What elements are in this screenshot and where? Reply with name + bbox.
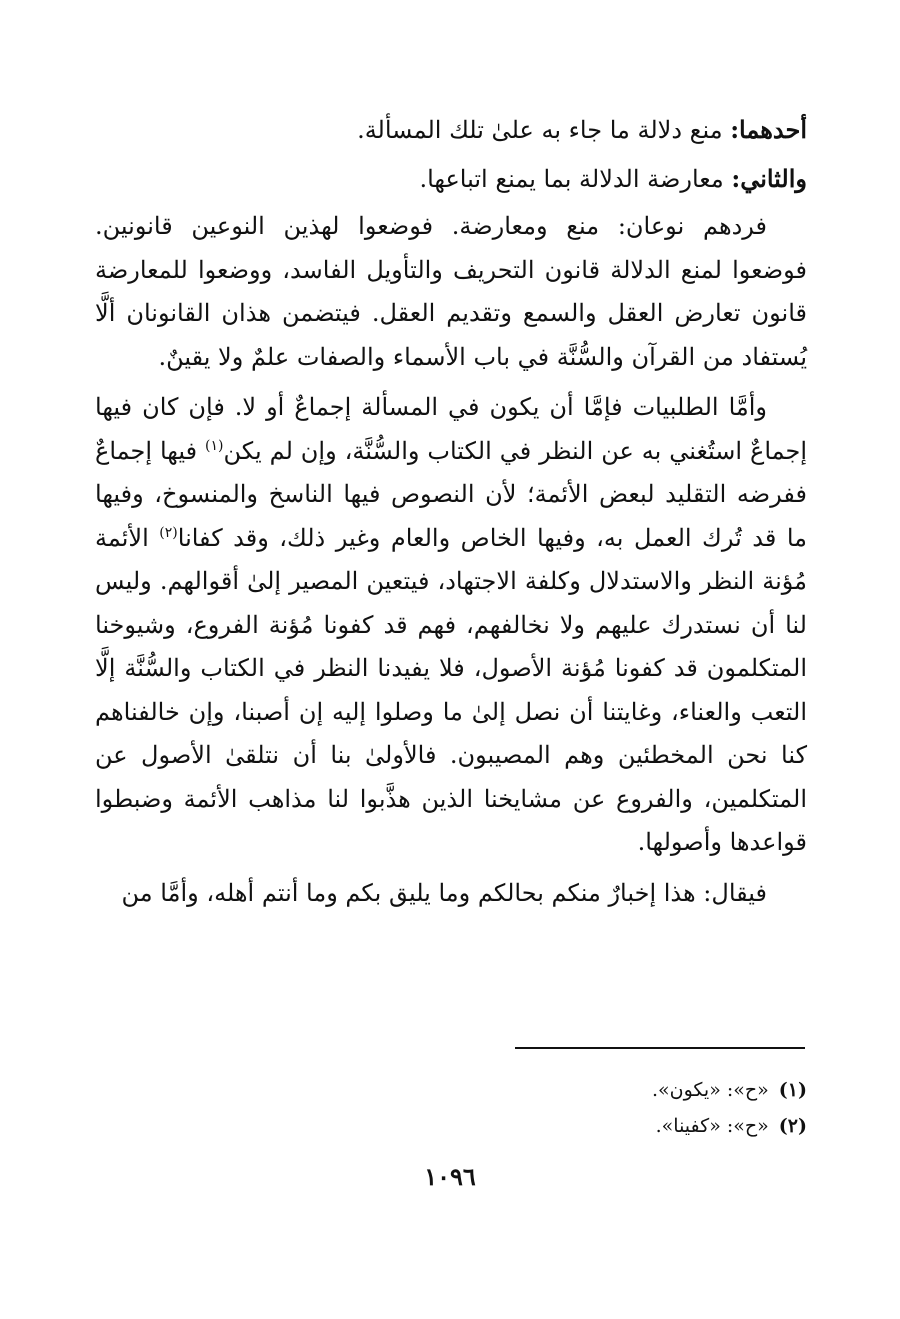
page-number: ١٠٩٦ xyxy=(424,1162,476,1191)
page-body xyxy=(95,108,807,922)
footnote-divider xyxy=(515,1047,805,1049)
footnote-marker-2[interactable]: (٢) xyxy=(159,524,178,541)
footnote-2-number: (٢) xyxy=(778,1115,807,1137)
paragraph-second xyxy=(95,157,807,202)
paragraph-first-lead: أحدهما: xyxy=(730,115,807,144)
paragraph-second-text: معارضة الدلالة بما يمنع اتباعها. xyxy=(419,164,732,193)
footnote-2-text: «ح»: «كفينا». xyxy=(655,1115,769,1137)
footnote-1-text: «ح»: «يكون». xyxy=(651,1079,769,1101)
paragraph-talabiyat-part2: فيها إجماعٌ ففرضه التقليد لبعض الأئمة؛ لأن النصوص فيها الناسخ والمنسوخ، وفيها ما قد تُرك العمل به، وفيها الخاص والعام وغير ذلك، وقد كفانا xyxy=(95,436,807,552)
paragraph-talabiyat xyxy=(95,386,807,865)
footnote-marker-1[interactable]: (١) xyxy=(204,437,224,454)
paragraph-reply xyxy=(95,872,807,916)
paragraph-talabiyat-part1: وأمَّا الطلبيات فإمَّا أن يكون في المسألة إجماعٌ أو لا. فإن كان فيها إجماعٌ استُغني به عن النظر في الكتاب والسُّنَّة، وإن لم يكن xyxy=(95,393,808,465)
paragraph-reply-text: فيقال: هذا إخبارٌ منكم بحالكم وما يليق بكم وما أنتم أهله، وأمَّا من xyxy=(121,878,767,907)
footnote-1-number: (١) xyxy=(778,1079,807,1101)
paragraph-talabiyat-part3: الأئمة مُؤنة النظر والاستدلال وكلفة الاجتهاد، فيتعين المصير إلىٰ أقوالهم. وليس لنا أن نستدرك عليهم ولا نخالفهم، فهم قد كفونا مُؤنة الفروع، وشيوخنا المتكلمون قد كفونا مُؤنة الأصول، فلا يفيدنا النظر في الكتاب والسُّنَّة إلَّا التعب والعناء، وغايتنا أن نصل إلىٰ ما وصلوا إليه إن أصبنا، وإن خالفناهم كنا نحن المخطئين وهم المصيبون. فالأولىٰ بنا أن نتلقىٰ الأصول عن المتكلمين، والفروع عن مشايخنا الذين هذَّبوا لنا مذاهب الأئمة وضبطوا قواعدها وأصولها. xyxy=(95,523,807,856)
paragraph-two-types-text: فردهم نوعان: منع ومعارضة. فوضعوا لهذين النوعين قانونين. فوضعوا لمنع الدلالة قانون التحريف والتأويل الفاسد، ووضعوا للمعارضة قانون تعارض العقل والسمع وتقديم العقل. فيتضمن هذان القانونان ألَّا يُستفاد من القرآن والسُّنَّة في باب الأسماء والصفات علمٌ ولا يقينٌ. xyxy=(95,212,807,371)
footnote-1 xyxy=(95,1072,807,1108)
footnotes-section xyxy=(95,1072,807,1144)
paragraph-first xyxy=(95,108,807,153)
paragraph-second-lead: والثاني: xyxy=(731,163,807,193)
paragraph-two-types xyxy=(95,205,807,379)
footnote-2 xyxy=(95,1108,807,1144)
paragraph-first-text: منع دلالة ما جاء به علىٰ تلك المسألة. xyxy=(357,116,731,144)
